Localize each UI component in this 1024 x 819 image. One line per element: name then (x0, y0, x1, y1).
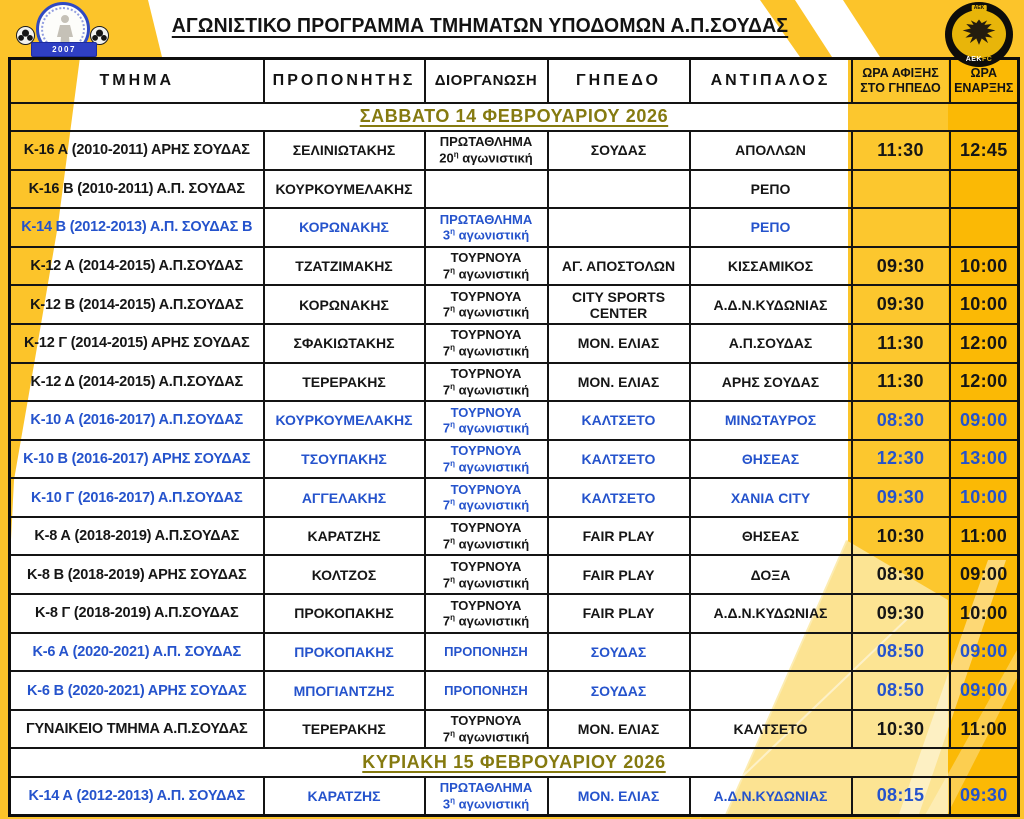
team-cell: Κ-10 Β (2016-2017) ΑΡΗΣ ΣΟΥΔΑΣ (10, 440, 264, 479)
arrival-time-cell: 09:30 (852, 594, 950, 633)
competition-round: $7^\eta$ αγωνιστική (442, 343, 530, 359)
kickoff-time-cell: 09:00 (950, 671, 1019, 710)
competition-round: $7^\eta$ αγωνιστική (442, 613, 530, 629)
aek-logo (945, 2, 1013, 67)
header-row (10, 59, 1019, 103)
round-number: 7 (442, 420, 451, 436)
opponent-cell: Α.Π.ΣΟΥΔΑΣ (690, 324, 852, 363)
arrival-time-cell: 10:30 (852, 517, 950, 556)
round-ordinal: η (450, 728, 455, 738)
competition-name: ΤΟΥΡΝΟΥΑ (450, 404, 522, 420)
round-number: 20 (439, 150, 454, 166)
section-date: ΚΥΡΙΑΚΗ 15 ΦΕΒΡΟΥΑΡΙΟΥ 2026 (10, 748, 1019, 776)
competition-name: ΤΟΥΡΝΟΥΑ (450, 366, 522, 382)
competition-name: ΠΡΟΠΟΝΗΣΗ (444, 644, 528, 660)
coach-cell: ΚΟΡΩΝΑΚΗΣ (264, 285, 425, 324)
kickoff-time-cell (950, 208, 1019, 247)
venue-cell: CITY SPORTS CENTER (548, 285, 690, 324)
arrival-time-cell: 12:30 (852, 440, 950, 479)
round-number: 7 (442, 266, 451, 282)
competition-name: ΤΟΥΡΝΟΥΑ (450, 327, 522, 343)
schedule-row (10, 478, 1019, 517)
ap-soudas-logo (16, 1, 112, 59)
competition-name: ΤΟΥΡΝΟΥΑ (450, 559, 522, 574)
arrival-time-cell: 09:30 (852, 247, 950, 286)
opponent-cell: ΡΕΠΟ (690, 208, 852, 247)
competition-name: ΤΟΥΡΝΟΥΑ (450, 443, 522, 459)
kickoff-time-cell: 09:00 (950, 555, 1019, 594)
arrival-time-cell: 08:50 (852, 633, 950, 672)
venue-cell: FAIR PLAY (548, 555, 690, 594)
round-ordinal: η (450, 381, 455, 391)
arrival-time-cell: 08:30 (852, 401, 950, 440)
aek-top-label: ΑΕΚ (973, 5, 985, 11)
team-cell: Κ-8 Β (2018-2019) ΑΡΗΣ ΣΟΥΔΑΣ (10, 555, 264, 594)
schedule-row (10, 594, 1019, 633)
coach-cell: ΚΑΡΑΤΖΗΣ (264, 517, 425, 556)
competition-name: ΤΟΥΡΝΟΥΑ (450, 713, 522, 729)
coach-cell: ΚΟΡΩΝΑΚΗΣ (264, 208, 425, 247)
competition-round: $3^\eta$ αγωνιστική (442, 227, 530, 243)
arrival-time-cell: 08:15 (852, 777, 950, 816)
arrival-time-cell (852, 170, 950, 209)
opponent-cell: ΑΡΗΣ ΣΟΥΔΑΣ (690, 363, 852, 402)
col-header-label: ΔΙΟΡΓΑΝΩΣΗ (434, 72, 538, 90)
schedule-row (10, 247, 1019, 286)
opponent-cell: ΡΕΠΟ (690, 170, 852, 209)
opponent-cell: Α.Δ.Ν.ΚΥΔΩΝΙΑΣ (690, 777, 852, 816)
competition-cell (425, 777, 548, 816)
competition-round: $20^\eta$ αγωνιστική (439, 150, 533, 166)
round-number: 3 (442, 227, 451, 243)
competition-cell (425, 633, 548, 672)
competition-round: $7^\eta$ αγωνιστική (442, 420, 530, 436)
col-header-label: ΩΡΑ ΑΦΙΞΗΣ (862, 66, 939, 81)
opponent-cell: ΚΙΣΣΑΜΙΚΟΣ (690, 247, 852, 286)
competition-name: ΤΟΥΡΝΟΥΑ (450, 597, 522, 613)
round-ordinal: η (450, 613, 455, 623)
team-cell: Κ-6 Α (2020-2021) Α.Π. ΣΟΥΔΑΣ (10, 633, 264, 672)
schedule-row (10, 777, 1019, 816)
opponent-cell: ΧΑΝΙΑ CITY (690, 478, 852, 517)
col-header-team (10, 59, 264, 103)
aek-bottom-white: AEK (965, 56, 982, 63)
round-ordinal: η (450, 304, 455, 314)
competition-cell (425, 131, 548, 170)
competition-round: $7^\eta$ αγωνιστική (442, 574, 530, 590)
team-cell: Κ-6 Β (2020-2021) ΑΡΗΣ ΣΟΥΔΑΣ (10, 671, 264, 710)
col-header-coach (264, 59, 425, 103)
kickoff-time-cell: 10:00 (950, 285, 1019, 324)
arrival-time-cell: 08:50 (852, 671, 950, 710)
coach-cell: ΣΦΑΚΙΩΤΑΚΗΣ (264, 324, 425, 363)
team-cell: Κ-16 Α (2010-2011) ΑΡΗΣ ΣΟΥΔΑΣ (10, 131, 264, 170)
coach-cell: ΚΟΛΤΖΟΣ (264, 555, 425, 594)
coach-cell: ΤΕΡΕΡΑΚΗΣ (264, 363, 425, 402)
schedule-row (10, 633, 1019, 672)
section-date: ΣΑΒΒΑΤΟ 14 ΦΕΒΡΟΥΑΡΙΟΥ 2026 (10, 103, 1019, 131)
schedule-row (10, 324, 1019, 363)
coach-cell: ΠΡΟΚΟΠΑΚΗΣ (264, 594, 425, 633)
team-cell: Κ-12 Α (2014-2015) Α.Π.ΣΟΥΔΑΣ (10, 247, 264, 286)
schedule-row (10, 517, 1019, 556)
venue-cell: ΚΑΛΤΣΕΤΟ (548, 478, 690, 517)
schedule-table (8, 57, 1020, 817)
col-header-label: ΓΗΠΕΔΟ (576, 71, 661, 89)
schedule-body (10, 103, 1019, 816)
opponent-cell: Α.Δ.Ν.ΚΥΔΩΝΙΑΣ (690, 285, 852, 324)
venue-cell: FAIR PLAY (548, 594, 690, 633)
aek-bottom-label (945, 56, 1013, 64)
competition-name: ΤΟΥΡΝΟΥΑ (450, 520, 522, 536)
arrival-time-cell: 09:30 (852, 478, 950, 517)
team-cell: Κ-16 Β (2010-2011) Α.Π. ΣΟΥΔΑΣ (10, 170, 264, 209)
col-header-label: ΕΝΑΡΞΗΣ (954, 80, 1014, 95)
team-cell: Κ-14 Α (2012-2013) Α.Π. ΣΟΥΔΑΣ (10, 777, 264, 816)
arrival-time-cell: 10:30 (852, 710, 950, 749)
competition-name: ΠΡΩΤΑΘΛΗΜΑ (439, 780, 533, 796)
arrival-time-cell (852, 208, 950, 247)
team-cell: Κ-12 Β (2014-2015) Α.Π.ΣΟΥΔΑΣ (10, 285, 264, 324)
opponent-cell: ΔΟΞΑ (690, 555, 852, 594)
venue-cell: ΚΑΛΤΣΕΤΟ (548, 401, 690, 440)
kickoff-time-cell (950, 170, 1019, 209)
kickoff-time-cell: 10:00 (950, 247, 1019, 286)
round-number: 7 (442, 459, 451, 475)
schedule-row (10, 363, 1019, 402)
round-number: 7 (442, 497, 451, 513)
venue-cell (548, 170, 690, 209)
venue-cell: ΣΟΥΔΑΣ (548, 131, 690, 170)
col-header-arrival-time (852, 59, 950, 103)
schedule-row (10, 208, 1019, 247)
competition-name: ΠΡΟΠΟΝΗΣΗ (444, 682, 528, 698)
kickoff-time-cell: 09:00 (950, 633, 1019, 672)
arrival-time-cell: 08:30 (852, 555, 950, 594)
coach-cell: ΜΠΟΓΙΑΝΤΖΗΣ (264, 671, 425, 710)
round-number: 7 (442, 381, 451, 397)
venue-cell: ΜΟΝ. ΕΛΙΑΣ (548, 363, 690, 402)
round-number: 3 (442, 796, 451, 812)
date-row (10, 103, 1019, 131)
competition-round: $7^\eta$ αγωνιστική (442, 458, 530, 475)
opponent-cell: Α.Δ.Ν.ΚΥΔΩΝΙΑΣ (690, 594, 852, 633)
coach-cell: ΚΟΥΡΚΟΥΜΕΛΑΚΗΣ (264, 170, 425, 209)
competition-round: $7^\eta$ αγωνιστική (442, 265, 530, 282)
arrival-time-cell: 09:30 (852, 285, 950, 324)
page-title: ΑΓΩΝΙΣΤΙΚΟ ΠΡΟΓΡΑΜΜΑ ΤΜΗΜΑΤΩΝ ΥΠΟΔΟΜΩΝ Α.Π.ΣΟΥΔΑΣ (171, 15, 789, 37)
kickoff-time-cell: 09:00 (950, 401, 1019, 440)
opponent-cell (690, 633, 852, 672)
competition-cell (425, 285, 548, 324)
venue-cell: ΣΟΥΔΑΣ (548, 671, 690, 710)
venue-cell: ΜΟΝ. ΕΛΙΑΣ (548, 777, 690, 816)
coach-cell: ΤΕΡΕΡΑΚΗΣ (264, 710, 425, 749)
col-header-label: ΑΝΤΙΠΑΛΟΣ (710, 71, 831, 89)
round-ordinal: η (450, 536, 455, 545)
round-ordinal: η (450, 420, 455, 430)
col-header-label: ΩΡΑ (970, 66, 997, 81)
opponent-cell (690, 671, 852, 710)
competition-cell (425, 324, 548, 363)
col-header-venue (548, 59, 690, 103)
round-ordinal: η (450, 227, 455, 237)
schedule-row (10, 671, 1019, 710)
team-cell: Κ-14 Β (2012-2013) Α.Π. ΣΟΥΔΑΣ Β (10, 208, 264, 247)
round-number: 7 (442, 729, 451, 745)
kickoff-time-cell: 12:45 (950, 131, 1019, 170)
kickoff-time-cell: 10:00 (950, 478, 1019, 517)
round-ordinal: η (450, 343, 455, 353)
date-row (10, 748, 1019, 776)
competition-cell (425, 170, 548, 209)
round-number: 7 (442, 574, 451, 590)
team-cell: Κ-8 Γ (2018-2019) Α.Π.ΣΟΥΔΑΣ (10, 594, 264, 633)
crest-year-banner (31, 42, 97, 57)
opponent-cell: ΚΑΛΤΣΕΤΟ (690, 710, 852, 749)
competition-round: $7^\eta$ αγωνιστική (442, 728, 530, 745)
schedule-row (10, 131, 1019, 170)
kickoff-time-cell: 12:00 (950, 363, 1019, 402)
competition-cell (425, 671, 548, 710)
round-ordinal: η (450, 265, 455, 275)
kickoff-time-cell: 10:00 (950, 594, 1019, 633)
competition-round: $7^\eta$ αγωνιστική (442, 381, 530, 397)
opponent-cell: ΘΗΣΕΑΣ (690, 440, 852, 479)
competition-name: ΤΟΥΡΝΟΥΑ (450, 250, 522, 266)
team-cell: Κ-8 Α (2018-2019) Α.Π.ΣΟΥΔΑΣ (10, 517, 264, 556)
double-headed-eagle-icon (957, 14, 1001, 54)
competition-round: $7^\eta$ αγωνιστική (442, 536, 530, 552)
coach-cell: ΠΡΟΚΟΠΑΚΗΣ (264, 633, 425, 672)
competition-cell (425, 710, 548, 749)
kickoff-time-cell: 11:00 (950, 517, 1019, 556)
team-cell: Κ-10 Α (2016-2017) Α.Π.ΣΟΥΔΑΣ (10, 401, 264, 440)
opponent-cell: ΑΠΟΛΛΩΝ (690, 131, 852, 170)
competition-cell (425, 363, 548, 402)
arrival-time-cell: 11:30 (852, 324, 950, 363)
round-ordinal: η (450, 795, 455, 805)
team-cell: Κ-12 Δ (2014-2015) Α.Π.ΣΟΥΔΑΣ (10, 363, 264, 402)
round-number: 7 (442, 536, 451, 552)
kickoff-time-cell: 13:00 (950, 440, 1019, 479)
col-header-competition (425, 59, 548, 103)
col-header-label: ΣΤΟ ΓΗΠΕΔΟ (860, 80, 941, 95)
arrival-time-cell: 11:30 (852, 363, 950, 402)
round-number: 7 (442, 304, 451, 320)
schedule-row (10, 285, 1019, 324)
team-cell: Κ-12 Γ (2014-2015) ΑΡΗΣ ΣΟΥΔΑΣ (10, 324, 264, 363)
competition-name: ΠΡΩΤΑΘΛΗΜΑ (439, 211, 533, 227)
kickoff-time-cell: 11:00 (950, 710, 1019, 749)
venue-cell: ΑΓ. ΑΠΟΣΤΟΛΩΝ (548, 247, 690, 286)
venue-cell: ΜΟΝ. ΕΛΙΑΣ (548, 710, 690, 749)
round-number: 7 (442, 613, 451, 629)
competition-cell (425, 478, 548, 517)
competition-cell (425, 401, 548, 440)
coach-cell: ΤΣΟΥΠΑΚΗΣ (264, 440, 425, 479)
venue-cell: ΣΟΥΔΑΣ (548, 633, 690, 672)
venue-cell: ΚΑΛΤΣΕΤΟ (548, 440, 690, 479)
competition-name: ΤΟΥΡΝΟΥΑ (450, 481, 522, 497)
competition-round: $7^\eta$ αγωνιστική (442, 304, 530, 320)
competition-cell (425, 594, 548, 633)
coach-cell: ΚΟΥΡΚΟΥΜΕΛΑΚΗΣ (264, 401, 425, 440)
coach-cell: ΤΖΑΤΖΙΜΑΚΗΣ (264, 247, 425, 286)
round-ordinal: η (453, 150, 459, 160)
schedule-row (10, 401, 1019, 440)
coach-cell: ΣΕΛΙΝΙΩΤΑΚΗΣ (264, 131, 425, 170)
col-header-label: ΠΡΟΠΟΝΗΤΗΣ (272, 71, 416, 89)
kickoff-time-cell: 09:30 (950, 777, 1019, 816)
competition-cell (425, 247, 548, 286)
opponent-cell: ΜΙΝΩΤΑΥΡΟΣ (690, 401, 852, 440)
col-header-label: ΤΜΗΜΑ (99, 71, 175, 89)
aek-bottom-accent: FC (981, 56, 993, 63)
competition-name: ΠΡΩΤΑΘΛΗΜΑ (439, 134, 533, 150)
competition-round: $7^\eta$ αγωνιστική (442, 497, 530, 513)
coach-cell: ΑΓΓΕΛΑΚΗΣ (264, 478, 425, 517)
round-ordinal: η (450, 458, 455, 468)
schedule-row (10, 440, 1019, 479)
competition-cell (425, 555, 548, 594)
round-ordinal: η (450, 497, 455, 507)
crest-year: 2007 (52, 45, 76, 54)
coach-cell: ΚΑΡΑΤΖΗΣ (264, 777, 425, 816)
team-cell: ΓΥΝΑΙΚΕΙΟ ΤΜΗΜΑ Α.Π.ΣΟΥΔΑΣ (10, 710, 264, 749)
opponent-cell: ΘΗΣΕΑΣ (690, 517, 852, 556)
competition-cell (425, 208, 548, 247)
schedule-row (10, 170, 1019, 209)
arrival-time-cell: 11:30 (852, 131, 950, 170)
venue-cell (548, 208, 690, 247)
team-cell: Κ-10 Γ (2016-2017) Α.Π.ΣΟΥΔΑΣ (10, 478, 264, 517)
competition-cell (425, 440, 548, 479)
schedule-row (10, 710, 1019, 749)
round-ordinal: η (450, 574, 455, 584)
competition-round: $3^\eta$ αγωνιστική (442, 795, 530, 812)
competition-cell (425, 517, 548, 556)
venue-cell: FAIR PLAY (548, 517, 690, 556)
venue-cell: ΜΟΝ. ΕΛΙΑΣ (548, 324, 690, 363)
round-number: 7 (442, 343, 451, 359)
schedule-row (10, 555, 1019, 594)
competition-name: ΤΟΥΡΝΟΥΑ (450, 288, 522, 304)
kickoff-time-cell: 12:00 (950, 324, 1019, 363)
col-header-opponent (690, 59, 852, 103)
